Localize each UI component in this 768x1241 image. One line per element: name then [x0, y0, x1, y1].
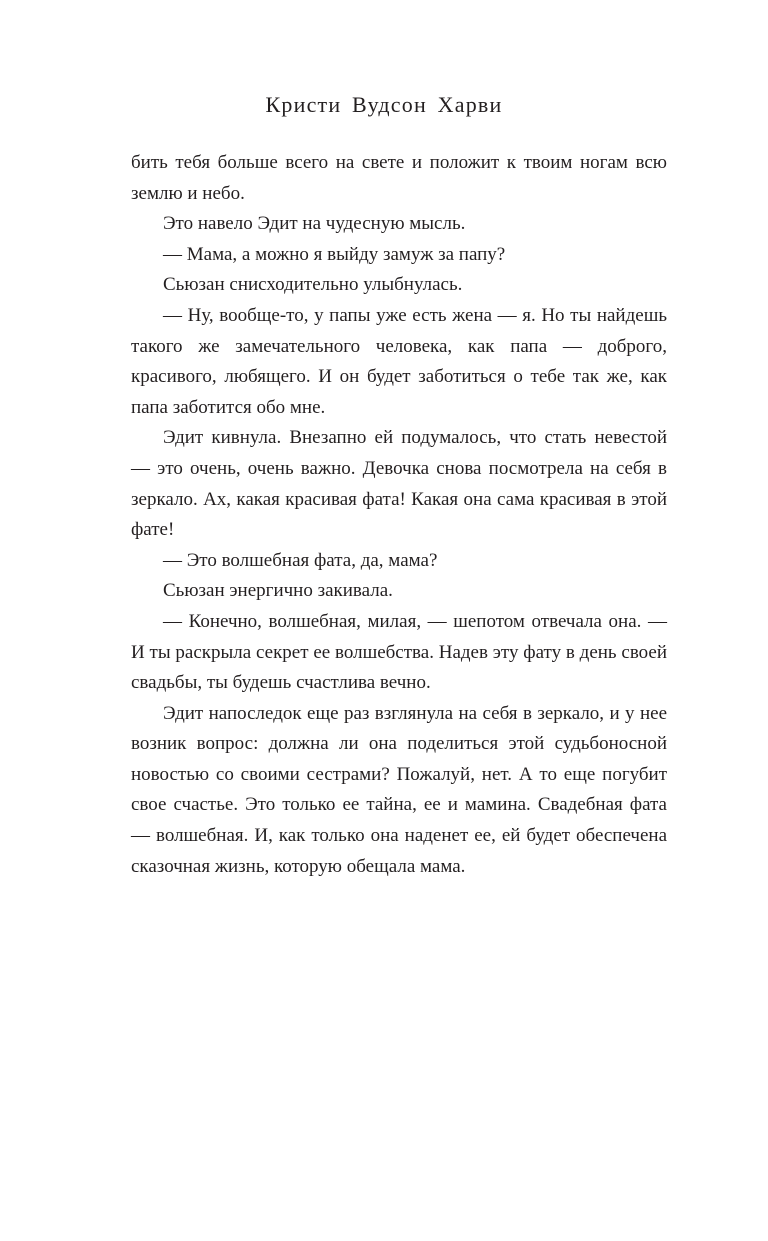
paragraph: Эдит напоследок еще раз взглянула на себя в зеркало, и у нее возник вопрос: должна ли она поделиться этой судьбоносной новостью со своими сестрами? Пожалуй, нет. А то еще погубит свое счастье. Это только ее тайна, ее и мамина. Свадебная фата — волшебная. И, как только она наденет ее, ей будет обеспечена сказочная жизнь, которую обещала мама. [131, 702, 667, 877]
paragraph: бить тебя больше всего на свете и положит к твоим ногам всю землю и небо. [131, 152, 667, 204]
running-header-title: Кристи Вудсон Харви [265, 92, 503, 117]
body-text [131, 148, 667, 882]
paragraph: Эдит кивнула. Внезапно ей подумалось, что стать невестой — это очень, очень важно. Девочка снова посмотрела на себя в зеркало. Ах, какая красивая фата! Какая она сама красивая в этой фате! [131, 427, 667, 541]
paragraph: — Это волшебная фата, да, мама? [163, 549, 438, 571]
paragraph: — Ну, вообще-то, у папы уже есть жена — я. Но ты найдешь такого же замечательного человека, как папа — доброго, красивого, любящего. И он будет заботиться о тебе так же, как папа заботится обо мне. [131, 304, 667, 418]
paragraph: — Мама, а можно я выйду замуж за папу? [163, 243, 506, 265]
paragraph: Сьюзан энергично закивала. [163, 580, 393, 602]
paragraph: — Конечно, волшебная, милая, — шепотом отвечала она. — И ты раскрыла секрет ее волшебства. Надев эту фату в день своей свадьбы, ты будешь счастлива вечно. [131, 610, 667, 694]
paragraph: Это навело Эдит на чудесную мысль. [163, 213, 466, 235]
paragraph: Сьюзан снисходительно улыбнулась. [163, 274, 463, 296]
